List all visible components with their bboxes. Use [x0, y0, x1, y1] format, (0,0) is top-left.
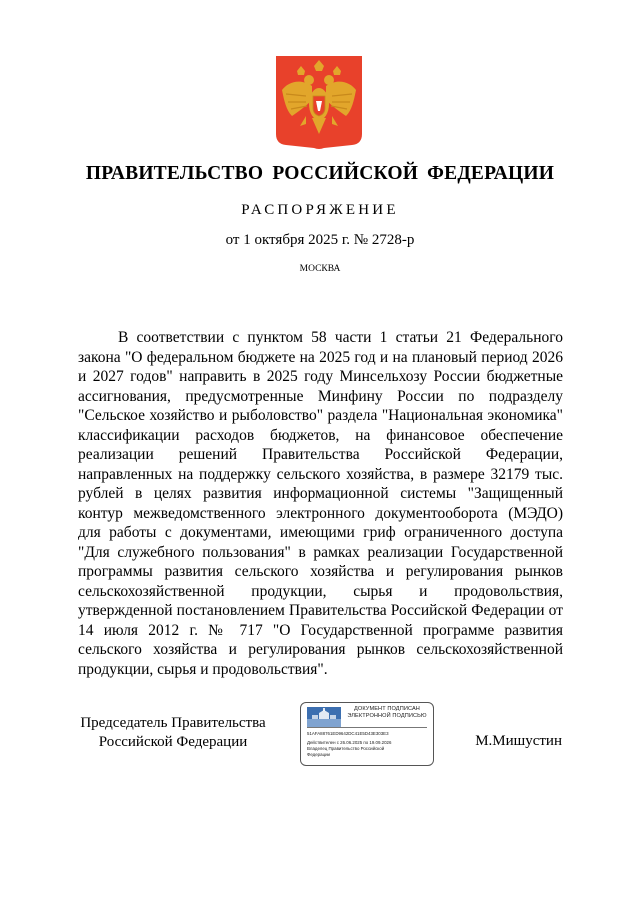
document-date-number: от 1 октября 2025 г. № 2728-р [225, 232, 415, 248]
stamp-title-line2: ЭЛЕКТРОННОЙ ПОДПИСЬЮ [347, 713, 427, 719]
signatory-position-line1: Председатель Правительства [80, 715, 266, 731]
signatory-name: М.Мишустин [475, 733, 562, 749]
stamp-divider [307, 727, 427, 728]
electronic-signature-stamp [300, 702, 434, 766]
coat-of-arms-emblem [276, 56, 362, 150]
stamp-validity: Действителен с 26.06.2025 по 19.09.2026 [307, 740, 392, 745]
stamp-title-line1: ДОКУМЕНТ ПОДПИСАН [354, 706, 420, 712]
document-type: РАСПОРЯЖЕНИЕ [241, 202, 399, 218]
stamp-owner-line2: Федерации [307, 752, 330, 757]
signatory-position [78, 714, 268, 752]
city-label: МОСКВА [299, 264, 341, 274]
stamp-owner-line1: Владелец Правительство Российской [307, 746, 385, 751]
government-title: ПРАВИТЕЛЬСТВО РОССИЙСКОЙ ФЕДЕРАЦИИ [85, 163, 555, 184]
government-building-icon [307, 707, 341, 727]
order-body-paragraph: В соответствии с пунктом 58 части 1 статьи 21 Федерального закона "О федеральном бюджете на 2025 год и на плановый период 2026 и 2027 годов" направить в 2025 году Минсельхозу России бюджетные ассигнования, предусмотренные Минфину России по подразделу "Сельское хозяйство и рыболовство" раздела "Национальная экономика" классификации расходов бюджетов, на финансовое обеспечение реализации решений Правительства Российской Федерации, направленных на поддержку сельского хозяйства, в размере 32179 тыс. рублей в целях развития информационной системы "Защищенный контур межведомственного электронного документооборота (МЭДО) для работы с документами, имеющими гриф ограниченного доступа "Для служебного пользования" в рамках реализации Государственной программы развития сельского хозяйства и регулирования рынков сельскохозяйственной продукции, сырья и продовольствия, утвержденной постановлением Правительства Российской Федерации от 14 июля 2012 г. № 717 "О Государственной программе развития сельского хозяйства и регулирования рынков сельскохозяйственной продукции, сырья и продовольствия". [78, 329, 563, 678]
stamp-certificate: 51AFA88761ED9642DC41E5D43E303E3 [307, 731, 389, 736]
stamp-title [343, 706, 431, 720]
signatory-position-line2: Российской Федерации [98, 734, 248, 750]
